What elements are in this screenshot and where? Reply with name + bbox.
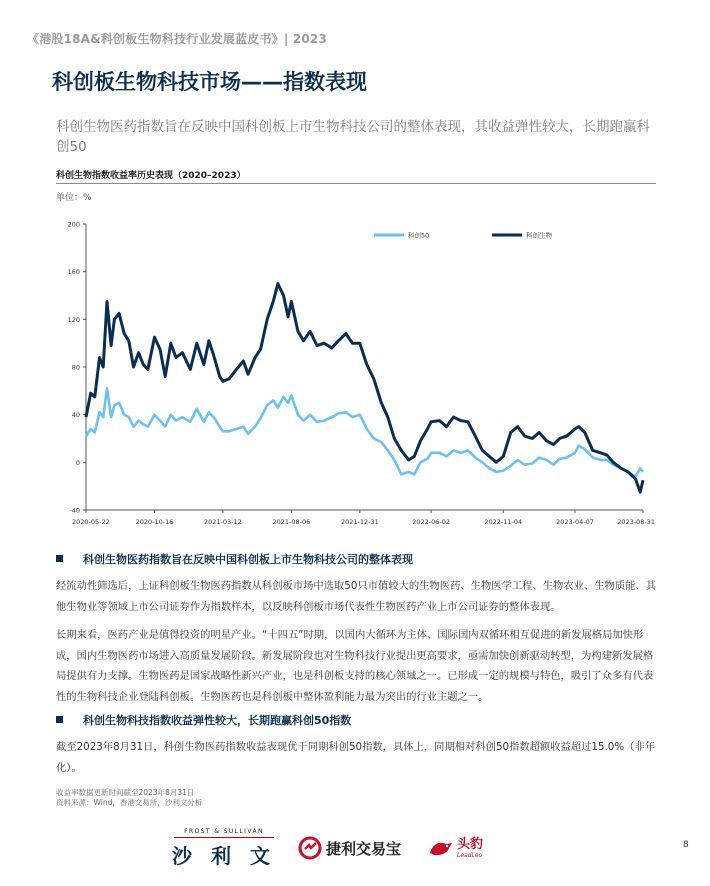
frost-sullivan-cn-text: 沙 利 文 [172, 844, 276, 868]
y-tick-label: 40 [71, 411, 80, 420]
section2-paragraph-1: 截至2023年8月31日，科创生物医药指数收益表现优于同期科创50指数，具体上，同期相对科创50指数超额收益超过15.0%（非年化）。 [56, 741, 656, 774]
section1-paragraph-2: 长期来看，医药产业是值得投资的明星产业。“十四五”时期，以国内大循环为主体、国际国内双循环相互促进的新发展格局加快形成，国内生物医药市场进入高质量发展阶段。新发展阶段也对生物科技行业提出更高要求，亟需加快创新驱动转型，为构建新发展格局提供有力支撑。生物医药是国家战略性新兴产业，也是科创板支持的核心领域之一。已形成一定的规模与特色，吸引了众多有代表性的生物科技企业登陆科创板。生物医药也是科创板中整体盈利能力最为突出的行业主题之一。 [56, 629, 654, 703]
section1-heading-text: 科创生物医药指数旨在反映中国科创板上市生物科技公司的整体表现 [83, 553, 413, 566]
frost-logo-rule [174, 837, 274, 838]
toubao-logo [428, 828, 508, 868]
square-bullet-icon [56, 555, 63, 562]
source-note: 资料来源：Wind，香港交易所，沙利文分析 [56, 798, 203, 807]
x-tick-label: 2023-04-07 [556, 518, 594, 526]
y-tick-label: 80 [71, 363, 80, 372]
legend-label: 科创生物 [526, 231, 552, 240]
data-update-note: 收益率数据更新时间截至2023年8月31日 [56, 788, 195, 797]
jieli-text: 捷利交易宝 [326, 839, 402, 858]
x-tick-label: 2020-05-22 [72, 518, 110, 526]
x-tick-label: 2022-11-04 [484, 518, 523, 526]
chart-unit-label: 单位：% [56, 193, 92, 203]
x-tick-label: 2021-12-31 [340, 518, 379, 526]
page-number: 8 [683, 840, 689, 850]
x-tick-label: 2022-06-02 [412, 518, 450, 526]
chart-title: 科创生物指数收益率历史表现（2020–2023） [56, 171, 246, 181]
index-return-line-chart [56, 210, 661, 530]
leopard-icon [428, 837, 454, 859]
toubao-cn-text: 头豹 [457, 836, 484, 852]
y-tick-label: 200 [67, 220, 80, 229]
jieli-logo [298, 828, 418, 868]
section1-heading [56, 551, 413, 567]
section2-heading [56, 712, 351, 728]
x-tick-label: 2021-08-06 [272, 518, 311, 526]
page-title: 科创板生物科技市场——指数表现 [52, 70, 367, 94]
series-line-kechuang50 [86, 388, 643, 476]
y-tick-label: 120 [67, 315, 80, 324]
toubao-en-text: LeadLeo [457, 851, 483, 859]
x-tick-label: 2021-03-12 [204, 518, 242, 526]
series-line-kechuang-bio [86, 284, 643, 493]
section1-paragraph-1: 经流动性筛选后，上证科创板生物医药指数从科创板市场中选取50只市值较大的生物医药、生物医学工程、生物农业、生物质能、其他生物业等领域上市公司证券作为指数样本，以反映科创板市场代表性生物医药产业上市公司证券的整体表现。 [56, 580, 657, 613]
square-bullet-icon [56, 716, 63, 723]
section2-heading-text: 科创生物科技指数收益弹性较大，长期跑赢科创50指数 [83, 714, 352, 727]
x-tick-label: 2023-08-31 [617, 518, 655, 526]
x-tick-label: 2020-10-16 [135, 518, 174, 526]
y-tick-label: 160 [67, 268, 80, 277]
frost-sullivan-en-text: FROST & SULLIVAN [184, 828, 264, 835]
page-subtitle: 科创生物医药指数旨在反映中国科创板上市生物科技公司的整体表现，其收益弹性较大，长期跑赢科创50 [56, 119, 650, 155]
jieli-mark-icon [298, 836, 322, 860]
frost-sullivan-logo [168, 828, 280, 868]
y-tick-label: 0 [75, 458, 80, 467]
chart-title-rule [56, 183, 656, 184]
report-header: 《港股18A&科创板生物科技行业发展蓝皮书》| 2023 [27, 32, 328, 46]
y-tick-label: -40 [69, 506, 80, 515]
legend-label: 科创50 [408, 231, 430, 240]
